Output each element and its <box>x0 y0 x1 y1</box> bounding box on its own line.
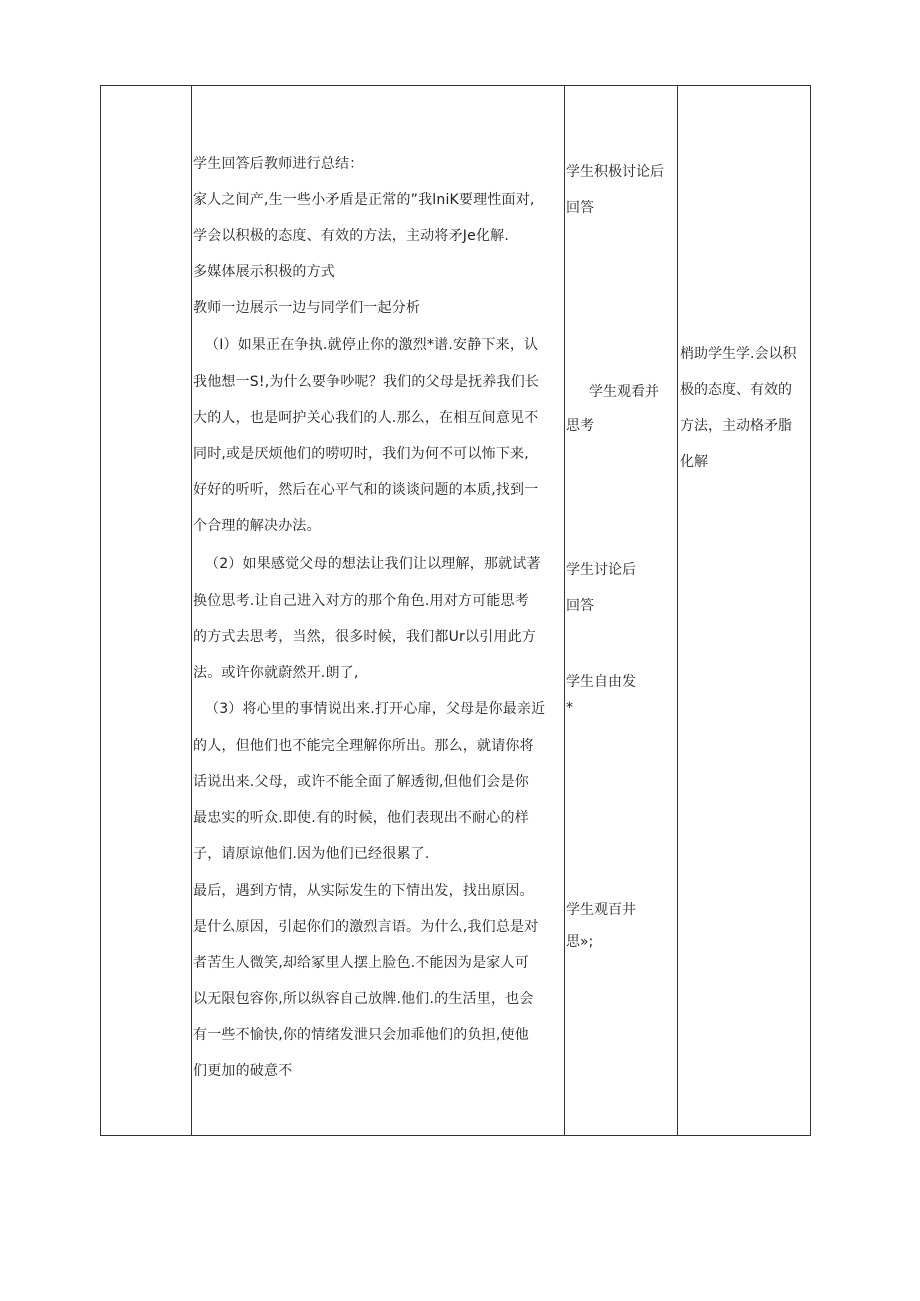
text-line: 学会以积极的态度、有效的方法，主动将矛Je化解. <box>193 228 509 244</box>
text-line: 是什么原因，引起你们的激烈言语。为什么,我们总是对 <box>193 919 539 935</box>
text-line: （3）将心里的事情说出来.打开心扉，父母是你最亲近 <box>205 701 546 717</box>
intent-line: 极的态度、有效的 <box>680 382 792 398</box>
student-line: 学生观百井 <box>566 902 636 918</box>
text-line: 换位思考.让自己进入对方的那个角色.用对方可能思考 <box>193 593 529 609</box>
student-line: 思»; <box>566 934 594 950</box>
student-line: 学生观看并 <box>589 384 659 400</box>
column-divider <box>191 86 192 1135</box>
design-intent-column <box>678 86 810 1135</box>
text-line: （2）如果感觉父母的想法让我们让以理解，那就试著 <box>205 556 541 572</box>
text-line: 教师一边展示一边与同学们一起分析 <box>193 300 421 316</box>
student-line: 学生讨论后 <box>566 562 636 578</box>
text-line: 们更加的破意不 <box>193 1063 293 1079</box>
empty-column <box>101 86 191 1135</box>
text-line: 好好的听听，然后在心平气和的谈谈问题的本质,找到一 <box>193 482 539 498</box>
text-line: 话说出来.父母，或许不能全面了解透彻,但他们会是你 <box>193 774 529 790</box>
text-line: 有一些不愉快,你的情绪发泄只会加乖他们的负担,使他 <box>193 1027 529 1043</box>
text-line: 我他想一S!,为什么要争吵呢？我们的父母是抚养我们长 <box>193 374 540 390</box>
text-line: （I）如果正在争执.就停止你的激烈*谱.安静下来，认 <box>205 337 539 353</box>
text-line: 同时,或是厌烦他们的唠叨时，我们为何不可以怖下来, <box>193 446 529 462</box>
intent-line: 化解 <box>680 454 708 470</box>
student-line: * <box>566 700 573 716</box>
student-activity-column <box>565 86 677 1135</box>
intent-line: 梢助学生学.会以积 <box>680 346 797 362</box>
student-line: 回答 <box>566 598 594 614</box>
student-line: 学生自由发 <box>566 674 636 690</box>
student-line: 思考 <box>566 418 594 434</box>
intent-line: 方法，主动格矛脂 <box>680 418 792 434</box>
student-line: 学生积极讨论后 <box>566 164 664 180</box>
text-line: 最忠实的听众.即使.有的时候，他们表现出不耐心的样 <box>193 810 529 826</box>
text-line: 法。或许你就蔚然开.朗了, <box>193 665 359 681</box>
lesson-table <box>100 85 811 1136</box>
text-line: 子，请原谅他们.因为他们已经很累了. <box>193 846 430 862</box>
student-line: 回答 <box>566 200 594 216</box>
text-line: 以无限包容你,所以纵容自己放牌.他们.的生活里，也会 <box>193 991 534 1007</box>
text-line: 家人之间产,生一些小矛盾是正常的”我lniK要理性面对, <box>193 192 535 208</box>
text-line: 的方式去思考，当然，很多时候，我们都Ur以引用此方 <box>193 629 537 645</box>
text-line: 的人，但他们也不能完全理解你所出。那么，就请你将 <box>193 738 534 754</box>
text-line: 大的人，也是呵护关心我们的人.那么，在相互间意见不 <box>193 410 539 426</box>
text-line: 最后，遇到方情，从实际发生的下情出发，找出原因。 <box>193 883 534 899</box>
text-line: 个合理的解决办法。 <box>193 518 321 534</box>
text-line: 多媒体展示积极的方式 <box>193 264 335 280</box>
teacher-activity-column <box>193 86 563 1135</box>
text-line: 学生回答后教师进行总结： <box>193 156 364 172</box>
text-line: 者苦生人微笑,却给冢里人摆上脸色.不能因为是家人可 <box>193 955 529 971</box>
